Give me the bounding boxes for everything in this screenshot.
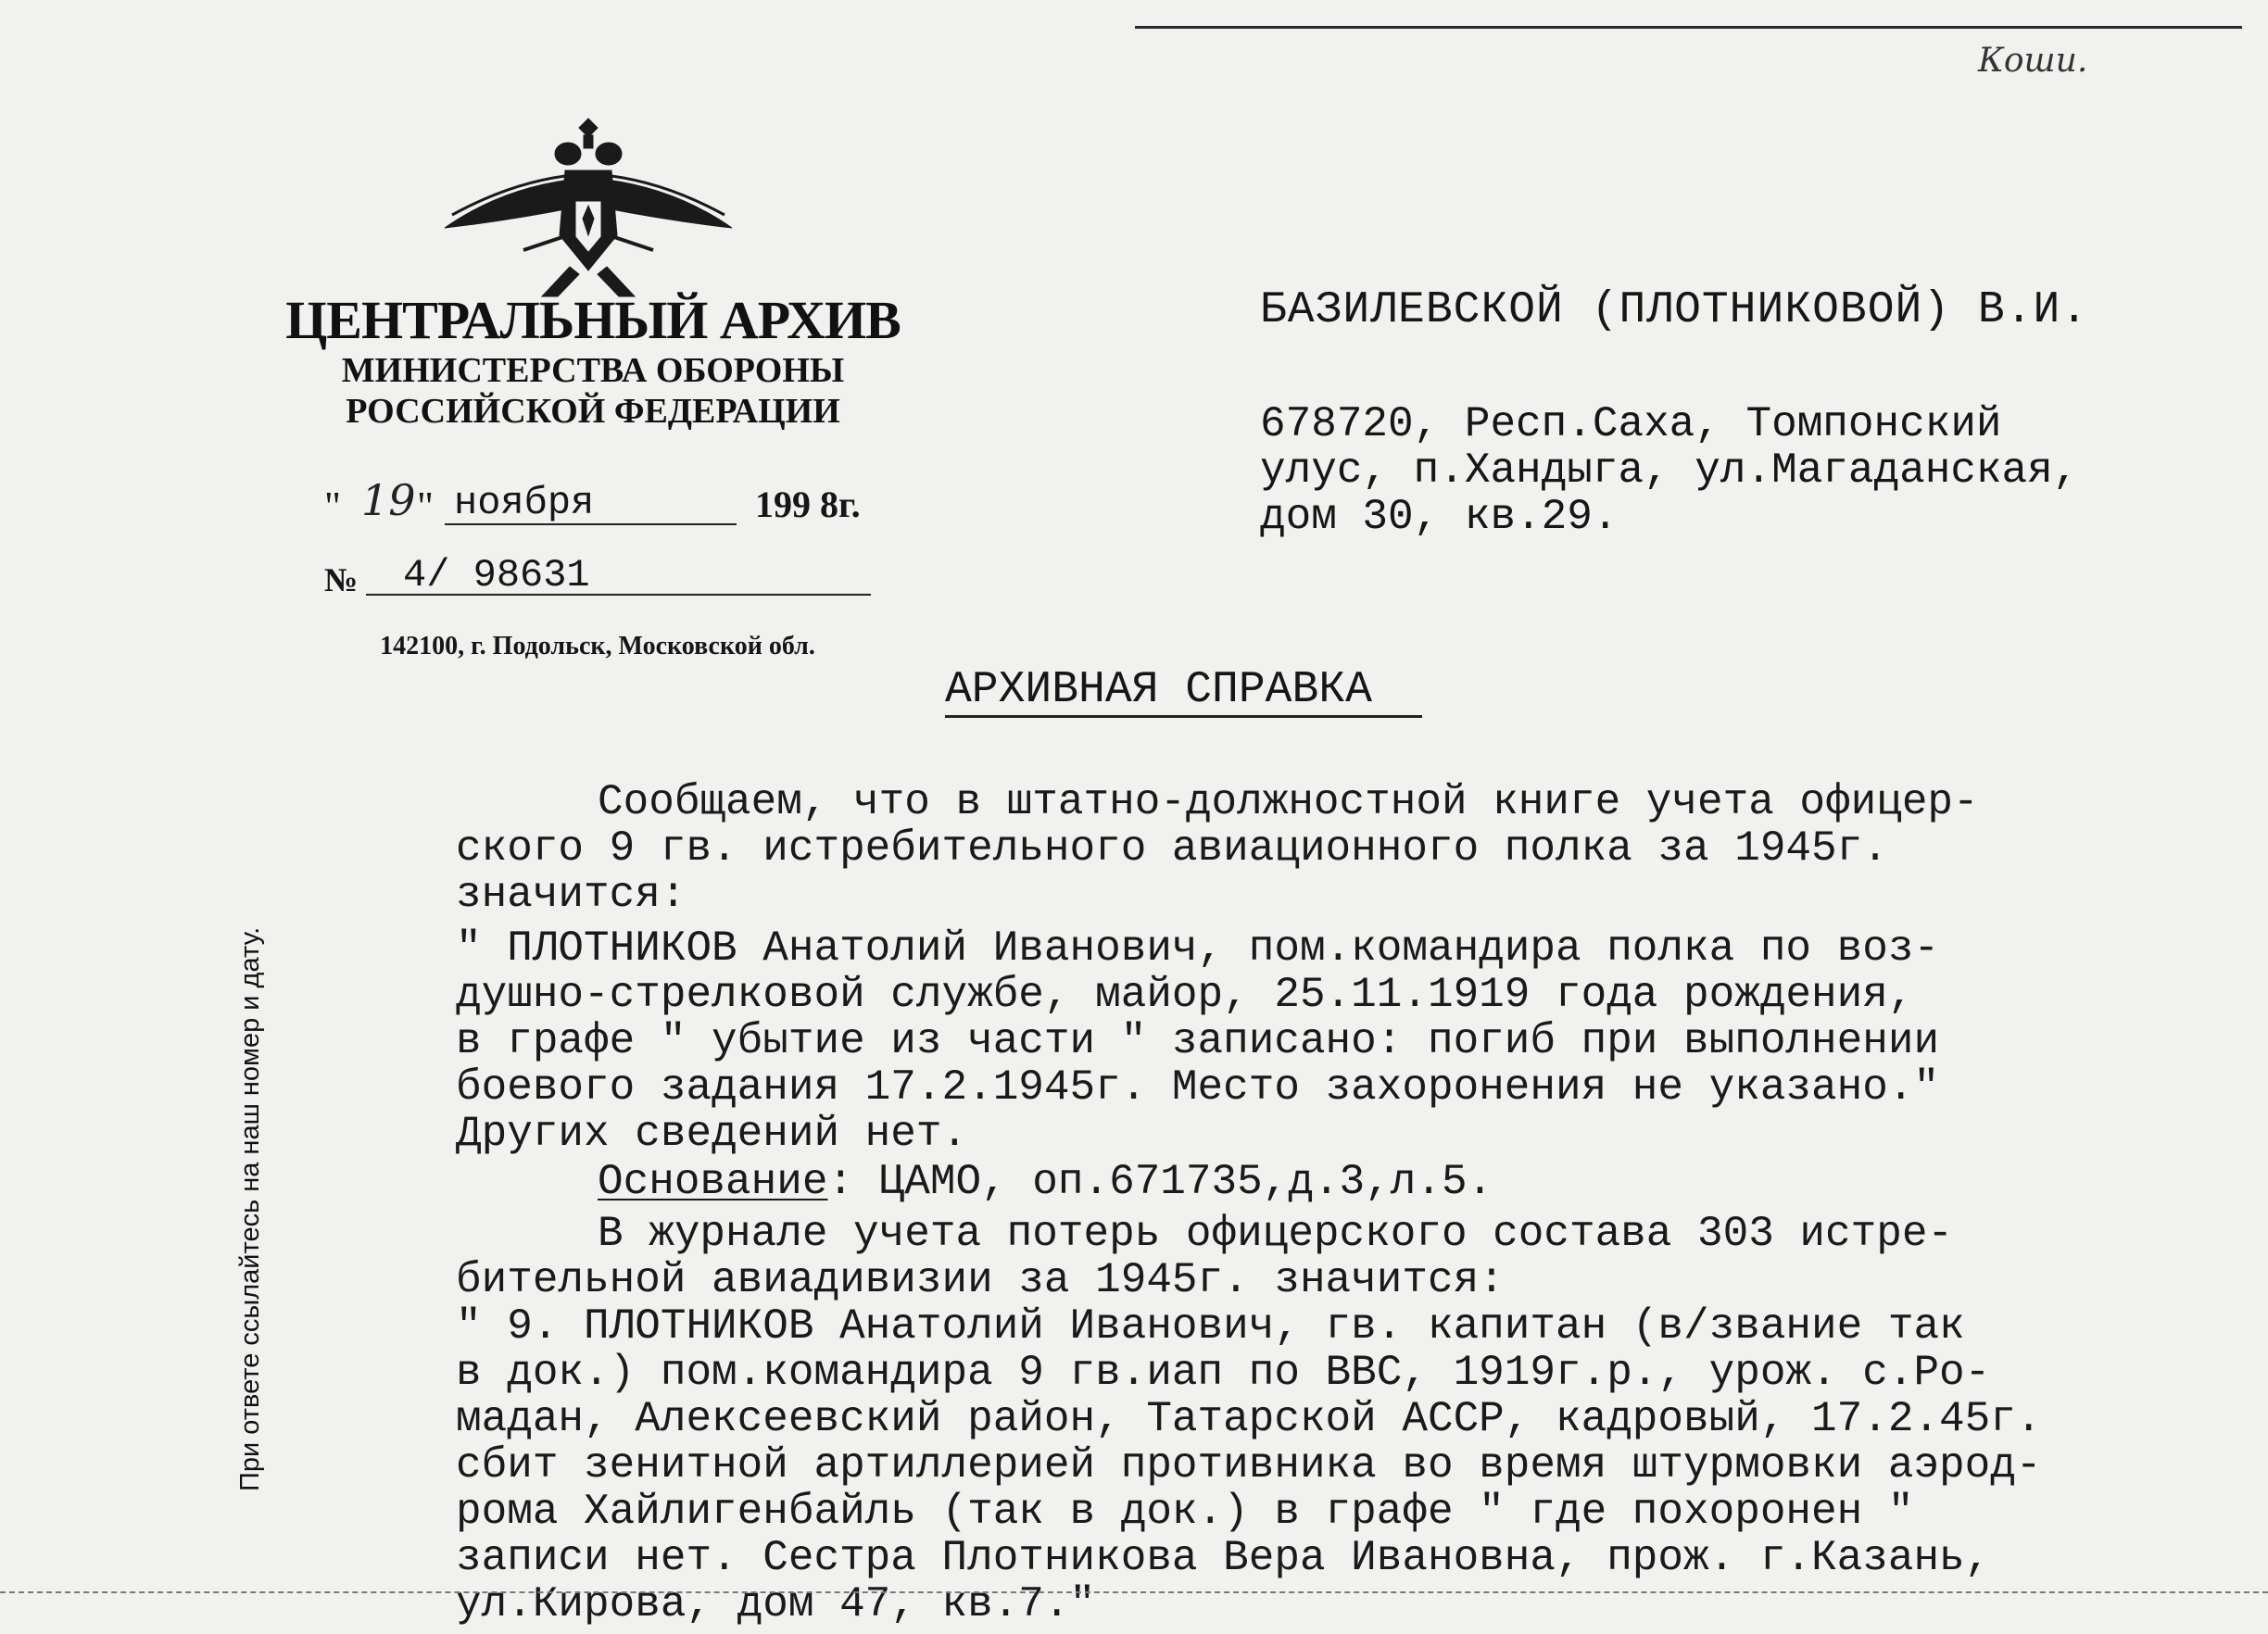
- body-line: рома Хайлигенбайль (так в док.) в графе " где похоронен ": [456, 1488, 1914, 1536]
- body-line: Сообщаем, что в штатно-должностной книге учета офицер-: [598, 778, 1979, 826]
- body-line: " ПЛОТНИКОВ Анатолий Иванович, пом.командира полка по воз-: [456, 924, 1940, 973]
- top-rule: [1135, 26, 2242, 29]
- body-line: мадан, Алексеевский район, Татарской АССР, кадровый, 17.2.45г.: [456, 1395, 2042, 1443]
- date-year: 199 8г.: [755, 484, 861, 525]
- body-line: В журнале учета потерь офицерского состава 303 истре-: [598, 1210, 1954, 1258]
- body-line: записи нет. Сестра Плотникова Вера Ивановна, прож. г.Казань,: [456, 1534, 1991, 1582]
- date-month: ноября: [454, 481, 595, 525]
- basis-text: : ЦАМО, оп.671735,д.3,л.5.: [827, 1158, 1493, 1206]
- body-line: сбит зенитной артиллерией противника во время штурмовки аэрод-: [456, 1441, 2042, 1489]
- body-line: значится:: [456, 871, 687, 919]
- reference-number-field: [324, 551, 899, 607]
- recipient-name: БАЗИЛЕВСКОЙ (ПЛОТНИКОВОЙ) В.И.: [1260, 285, 2089, 335]
- recipient-address-line: 678720, Респ.Саха, Томпонский: [1260, 400, 2002, 448]
- document-title-underline: [945, 715, 1422, 718]
- recipient-address-line: улус, п.Хандыга, ул.Магаданская,: [1260, 446, 2079, 495]
- document-title: АРХИВНАЯ СПРАВКА: [945, 665, 1372, 715]
- body-line: " 9. ПЛОТНИКОВ Анатолий Иванович, гв. капитан (в/звание так: [456, 1302, 1965, 1351]
- number-underline: [366, 594, 871, 596]
- body-line: в док.) пом.командира 9 гв.иап по ВВС, 1919г.р., урож. с.Ро-: [456, 1349, 1991, 1397]
- org-name-line3: РОССИЙСКОЙ ФЕДЕРАЦИИ: [346, 392, 840, 431]
- handwritten-margin-note: Коши.: [1978, 42, 2088, 80]
- date-underline: [445, 523, 737, 525]
- reference-number: 4/ 98631: [403, 553, 590, 597]
- date-day-handwritten: 19: [361, 475, 416, 525]
- body-line: в графе " убытие из части " записано: погиб при выполнении: [456, 1017, 1940, 1065]
- recipient-address-line: дом 30, кв.29.: [1260, 493, 1619, 541]
- org-name-line1: ЦЕНТРАЛЬНЫЙ АРХИВ: [285, 290, 901, 350]
- org-name-line2: МИНИСТЕРСТВА ОБОРОНЫ: [341, 351, 845, 390]
- body-line: боевого задания 17.2.1945г. Место захоронения не указано.": [456, 1063, 1940, 1112]
- body-line: бительной авиадивизии за 1945г. значится:: [456, 1256, 1505, 1304]
- body-line: ул.Кирова, дом 47, кв.7.": [456, 1580, 1096, 1628]
- number-sign: №: [324, 561, 359, 598]
- basis-label: Основание: [598, 1158, 828, 1206]
- body-line: ского 9 гв. истребительного авиационного полка за 1945г.: [456, 824, 1888, 873]
- body-line: душно-стрелковой службе, майор, 25.11.1919 года рождения,: [456, 971, 1914, 1019]
- reply-reference-note: При ответе ссылайтесь на наш номер и дату.: [235, 926, 265, 1491]
- body-line: Других сведений нет.: [456, 1110, 968, 1158]
- date-close-quote: ": [417, 484, 434, 529]
- date-open-quote: ": [324, 484, 341, 529]
- archive-address: 142100, г. Подольск, Московской обл.: [380, 632, 815, 660]
- date-field: [324, 477, 899, 533]
- fold-dashed-line: [0, 1591, 2268, 1593]
- double-headed-eagle-emblem: [435, 111, 741, 306]
- basis-line: [598, 1158, 1493, 1206]
